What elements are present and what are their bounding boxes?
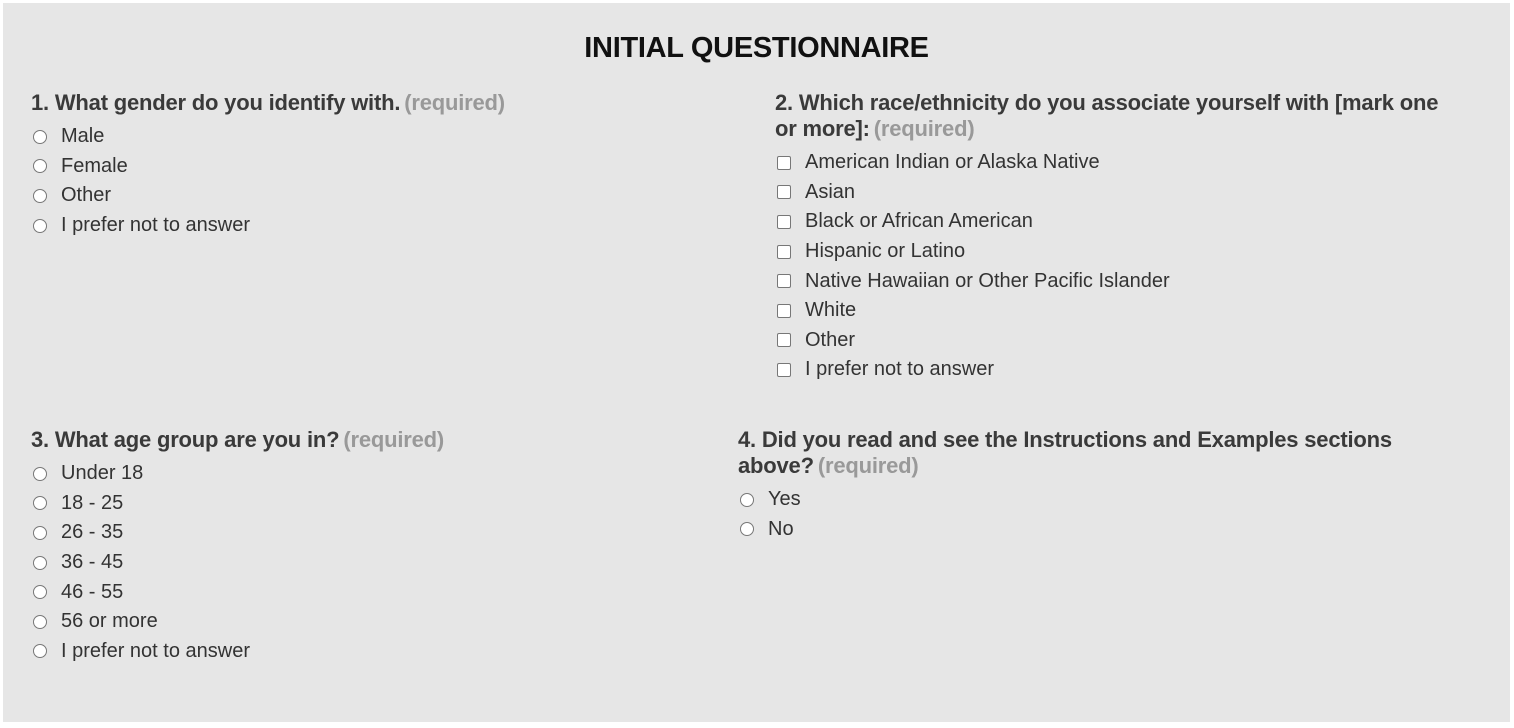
option-black[interactable] xyxy=(775,207,1465,237)
questionnaire-panel xyxy=(3,3,1510,722)
required-label: (required) xyxy=(343,427,445,452)
option-asian[interactable] xyxy=(775,178,1465,208)
question-gender xyxy=(31,90,731,240)
options-instructions xyxy=(738,485,1438,544)
question-text-race xyxy=(775,90,1465,142)
question-instructions xyxy=(738,427,1438,544)
radio-button[interactable] xyxy=(740,493,754,507)
option-yes[interactable] xyxy=(738,485,1438,515)
option-label: Other xyxy=(805,328,856,351)
required-label: (required) xyxy=(404,90,505,115)
radio-button[interactable] xyxy=(33,615,47,629)
option-prefer-not[interactable] xyxy=(31,211,731,241)
checkbox[interactable] xyxy=(777,363,791,377)
option-hispanic[interactable] xyxy=(775,237,1465,267)
option-label: American Indian or Alaska Native xyxy=(805,151,1100,174)
radio-button[interactable] xyxy=(33,496,47,510)
option-label: Native Hawaiian or Other Pacific Islander xyxy=(805,269,1170,292)
question-label: 2. Which race/ethnicity do you associate yourself with [mark one or more]: xyxy=(775,90,1439,141)
option-56-or-more[interactable] xyxy=(31,607,731,637)
option-label: Yes xyxy=(768,488,801,511)
radio-button[interactable] xyxy=(740,522,754,536)
option-label: 18 - 25 xyxy=(61,491,124,514)
question-text-instructions xyxy=(738,427,1438,479)
checkbox[interactable] xyxy=(777,304,791,318)
option-label: 56 or more xyxy=(61,610,158,633)
option-american-indian[interactable] xyxy=(775,148,1465,178)
option-label: White xyxy=(805,299,857,322)
option-female[interactable] xyxy=(31,152,731,182)
option-label: Other xyxy=(61,184,112,207)
option-label: 46 - 55 xyxy=(61,580,124,603)
option-label: I prefer not to answer xyxy=(805,358,994,381)
required-label: (required) xyxy=(873,116,975,141)
radio-button[interactable] xyxy=(33,585,47,599)
question-label: 1. What gender do you identify with. xyxy=(31,90,401,115)
checkbox[interactable] xyxy=(777,333,791,347)
option-26-35[interactable] xyxy=(31,518,731,548)
option-46-55[interactable] xyxy=(31,577,731,607)
question-age xyxy=(31,427,731,666)
radio-button[interactable] xyxy=(33,526,47,540)
required-label: (required) xyxy=(817,453,919,478)
option-label: No xyxy=(768,517,794,540)
option-label: Under 18 xyxy=(61,462,144,485)
option-label: 36 - 45 xyxy=(61,551,124,574)
option-label: Black or African American xyxy=(805,210,1033,233)
checkbox[interactable] xyxy=(777,274,791,288)
checkbox[interactable] xyxy=(777,156,791,170)
form-title: INITIAL QUESTIONNAIRE xyxy=(584,32,929,64)
option-other[interactable] xyxy=(775,326,1465,356)
option-label: Female xyxy=(61,154,128,177)
options-age xyxy=(31,459,731,666)
radio-button[interactable] xyxy=(33,130,47,144)
checkbox[interactable] xyxy=(777,215,791,229)
question-label: 4. Did you read and see the Instructions and Examples sections above? xyxy=(738,427,1392,478)
radio-button[interactable] xyxy=(33,556,47,570)
options-race xyxy=(775,148,1465,385)
option-other[interactable] xyxy=(31,181,731,211)
option-18-25[interactable] xyxy=(31,489,731,519)
option-prefer-not[interactable] xyxy=(31,637,731,667)
option-white[interactable] xyxy=(775,296,1465,326)
radio-button[interactable] xyxy=(33,644,47,658)
option-male[interactable] xyxy=(31,122,731,152)
radio-button[interactable] xyxy=(33,189,47,203)
option-36-45[interactable] xyxy=(31,548,731,578)
option-label: I prefer not to answer xyxy=(61,639,250,662)
option-prefer-not[interactable] xyxy=(775,355,1465,385)
option-under-18[interactable] xyxy=(31,459,731,489)
option-label: Male xyxy=(61,125,105,148)
question-label: 3. What age group are you in? xyxy=(31,427,340,452)
question-race xyxy=(775,90,1465,385)
radio-button[interactable] xyxy=(33,467,47,481)
question-text-age xyxy=(31,427,731,453)
option-pacific-islander[interactable] xyxy=(775,266,1465,296)
checkbox[interactable] xyxy=(777,245,791,259)
option-label: Hispanic or Latino xyxy=(805,240,966,263)
checkbox[interactable] xyxy=(777,185,791,199)
radio-button[interactable] xyxy=(33,219,47,233)
option-label: 26 - 35 xyxy=(61,521,124,544)
option-label: Asian xyxy=(805,180,856,203)
option-no[interactable] xyxy=(738,515,1438,545)
option-label: I prefer not to answer xyxy=(61,214,250,237)
radio-button[interactable] xyxy=(33,159,47,173)
options-gender xyxy=(31,122,731,240)
question-text-gender xyxy=(31,90,731,116)
